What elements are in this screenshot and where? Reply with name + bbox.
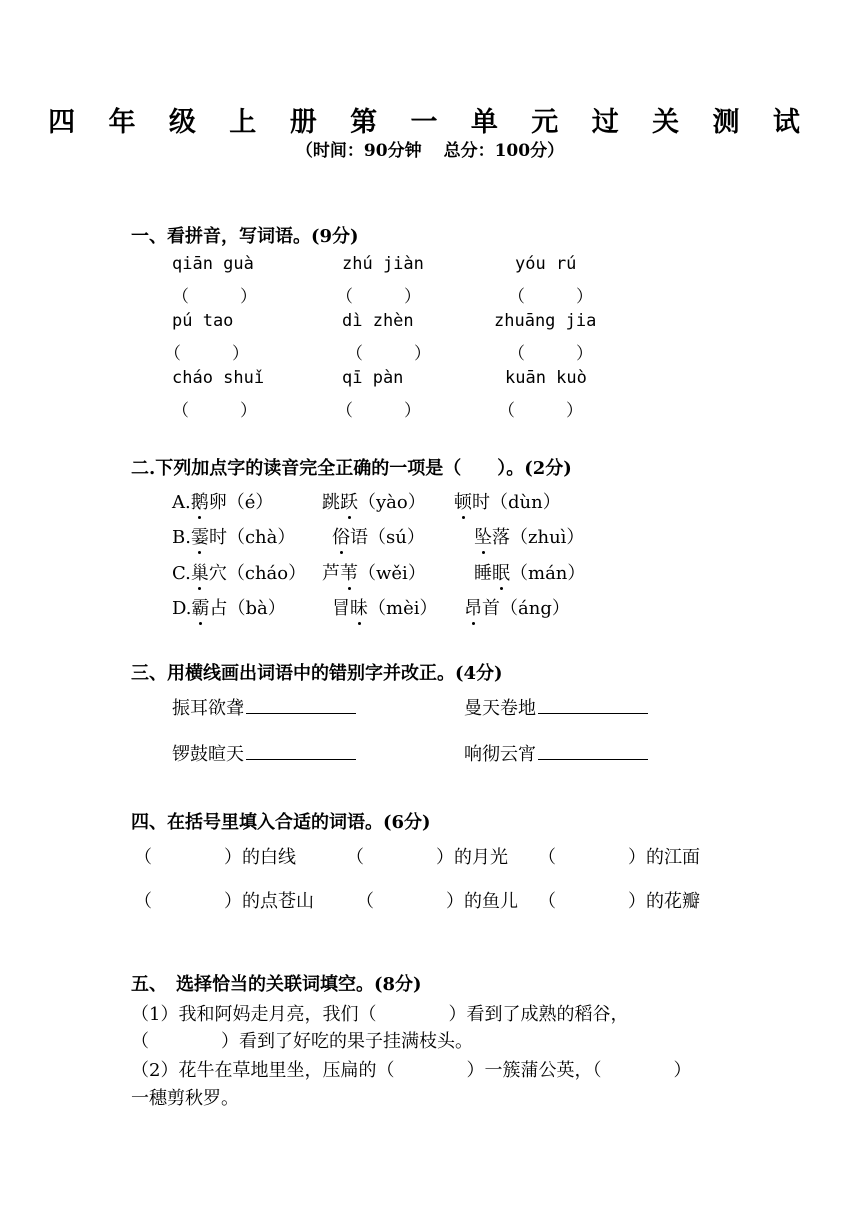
conjunction-line-4: 一穗剪秋罗。 [131,1088,239,1109]
typo-item-2: 曼天卷地 [464,694,648,720]
pinyin-5: dì zhèn [342,311,414,331]
answer-blank-3[interactable]: （ ） [508,287,593,307]
section-5-heading: 五、 选择恰当的关联词填空。(8分) [131,974,422,995]
option-b[interactable]: B.霎时（chà） [172,523,295,549]
option-b-item-2: 俗语（sú） [332,523,425,549]
total-score: 总分：100分） [443,141,565,161]
fill-phrase-5[interactable]: （ ）的鱼儿 [356,891,518,912]
section-3-heading: 三、用横线画出词语中的错别字并改正。(4分) [131,663,503,684]
page-title: 四 年 级 上 册 第 一 单 元 过 关 测 试 [48,107,812,138]
section-1-heading: 一、看拼音，写词语。(9分) [131,226,359,247]
option-d-item-3: 昂首（áng） [464,594,570,620]
pinyin-1: qiān guà [172,254,254,274]
fill-phrase-2[interactable]: （ ）的月光 [346,847,508,868]
answer-blank-1[interactable]: （ ） [172,287,257,307]
pinyin-9: kuān kuò [505,368,587,388]
pinyin-7: cháo shuǐ [172,368,265,388]
answer-blank-4[interactable]: （ ） [164,344,249,364]
typo-item-4: 响彻云宵 [464,740,648,766]
answer-blank-7[interactable]: （ ） [172,401,257,421]
pinyin-6: zhuāng jia [494,311,597,331]
option-c-item-2: 芦苇（wěi） [322,559,426,585]
pinyin-2: zhú jiàn [342,254,424,274]
pinyin-8: qī pàn [342,368,404,388]
fill-phrase-1[interactable]: （ ）的白线 [134,847,296,868]
answer-blank-5[interactable]: （ ） [346,344,431,364]
time-limit: （时间：90分钟 [295,141,422,161]
section-2-heading: 二.下列加点字的读音完全正确的一项是（ ）。(2分) [131,458,572,479]
correction-line-4[interactable] [538,741,648,760]
correction-line-3[interactable] [246,741,356,760]
answer-blank-8[interactable]: （ ） [336,401,421,421]
option-d[interactable]: D.霸占（bà） [172,594,286,620]
option-c-item-3: 睡眠（mán） [474,559,585,585]
option-c[interactable]: C.巢穴（cháo） [172,559,306,585]
option-b-item-3: 坠落（zhuì） [474,523,584,549]
typo-item-1: 振耳欲聋 [172,694,356,720]
page-subtitle [0,136,860,161]
option-a-item-2: 跳跃（yào） [322,488,426,514]
conjunction-line-1[interactable]: （1）我和阿妈走月亮，我们（ ）看到了成熟的稻谷， [131,1004,629,1025]
correction-line-2[interactable] [538,695,648,714]
option-a-item-3: 顿时（dùn） [454,488,561,514]
answer-blank-6[interactable]: （ ） [508,344,593,364]
fill-phrase-4[interactable]: （ ）的点苍山 [134,891,314,912]
typo-item-3: 锣鼓暄天 [172,740,356,766]
answer-blank-2[interactable]: （ ） [336,287,421,307]
pinyin-3: yóu rú [515,254,577,274]
conjunction-line-3[interactable]: （2）花牛在草地里坐，压扁的（ ）一簇蒲公英，（ ） [131,1060,692,1081]
conjunction-line-2[interactable]: （ ）看到了好吃的果子挂满枝头。 [131,1031,473,1052]
option-a[interactable]: A.鹅卵（é） [172,488,273,514]
answer-blank-9[interactable]: （ ） [498,401,583,421]
section-4-heading: 四、在括号里填入合适的词语。(6分) [131,812,431,833]
correction-line-1[interactable] [246,695,356,714]
fill-phrase-3[interactable]: （ ）的江面 [538,847,700,868]
fill-phrase-6[interactable]: （ ）的花瓣 [538,891,700,912]
option-d-item-2: 冒昧（mèi） [332,594,437,620]
pinyin-4: pú tao [172,311,234,331]
